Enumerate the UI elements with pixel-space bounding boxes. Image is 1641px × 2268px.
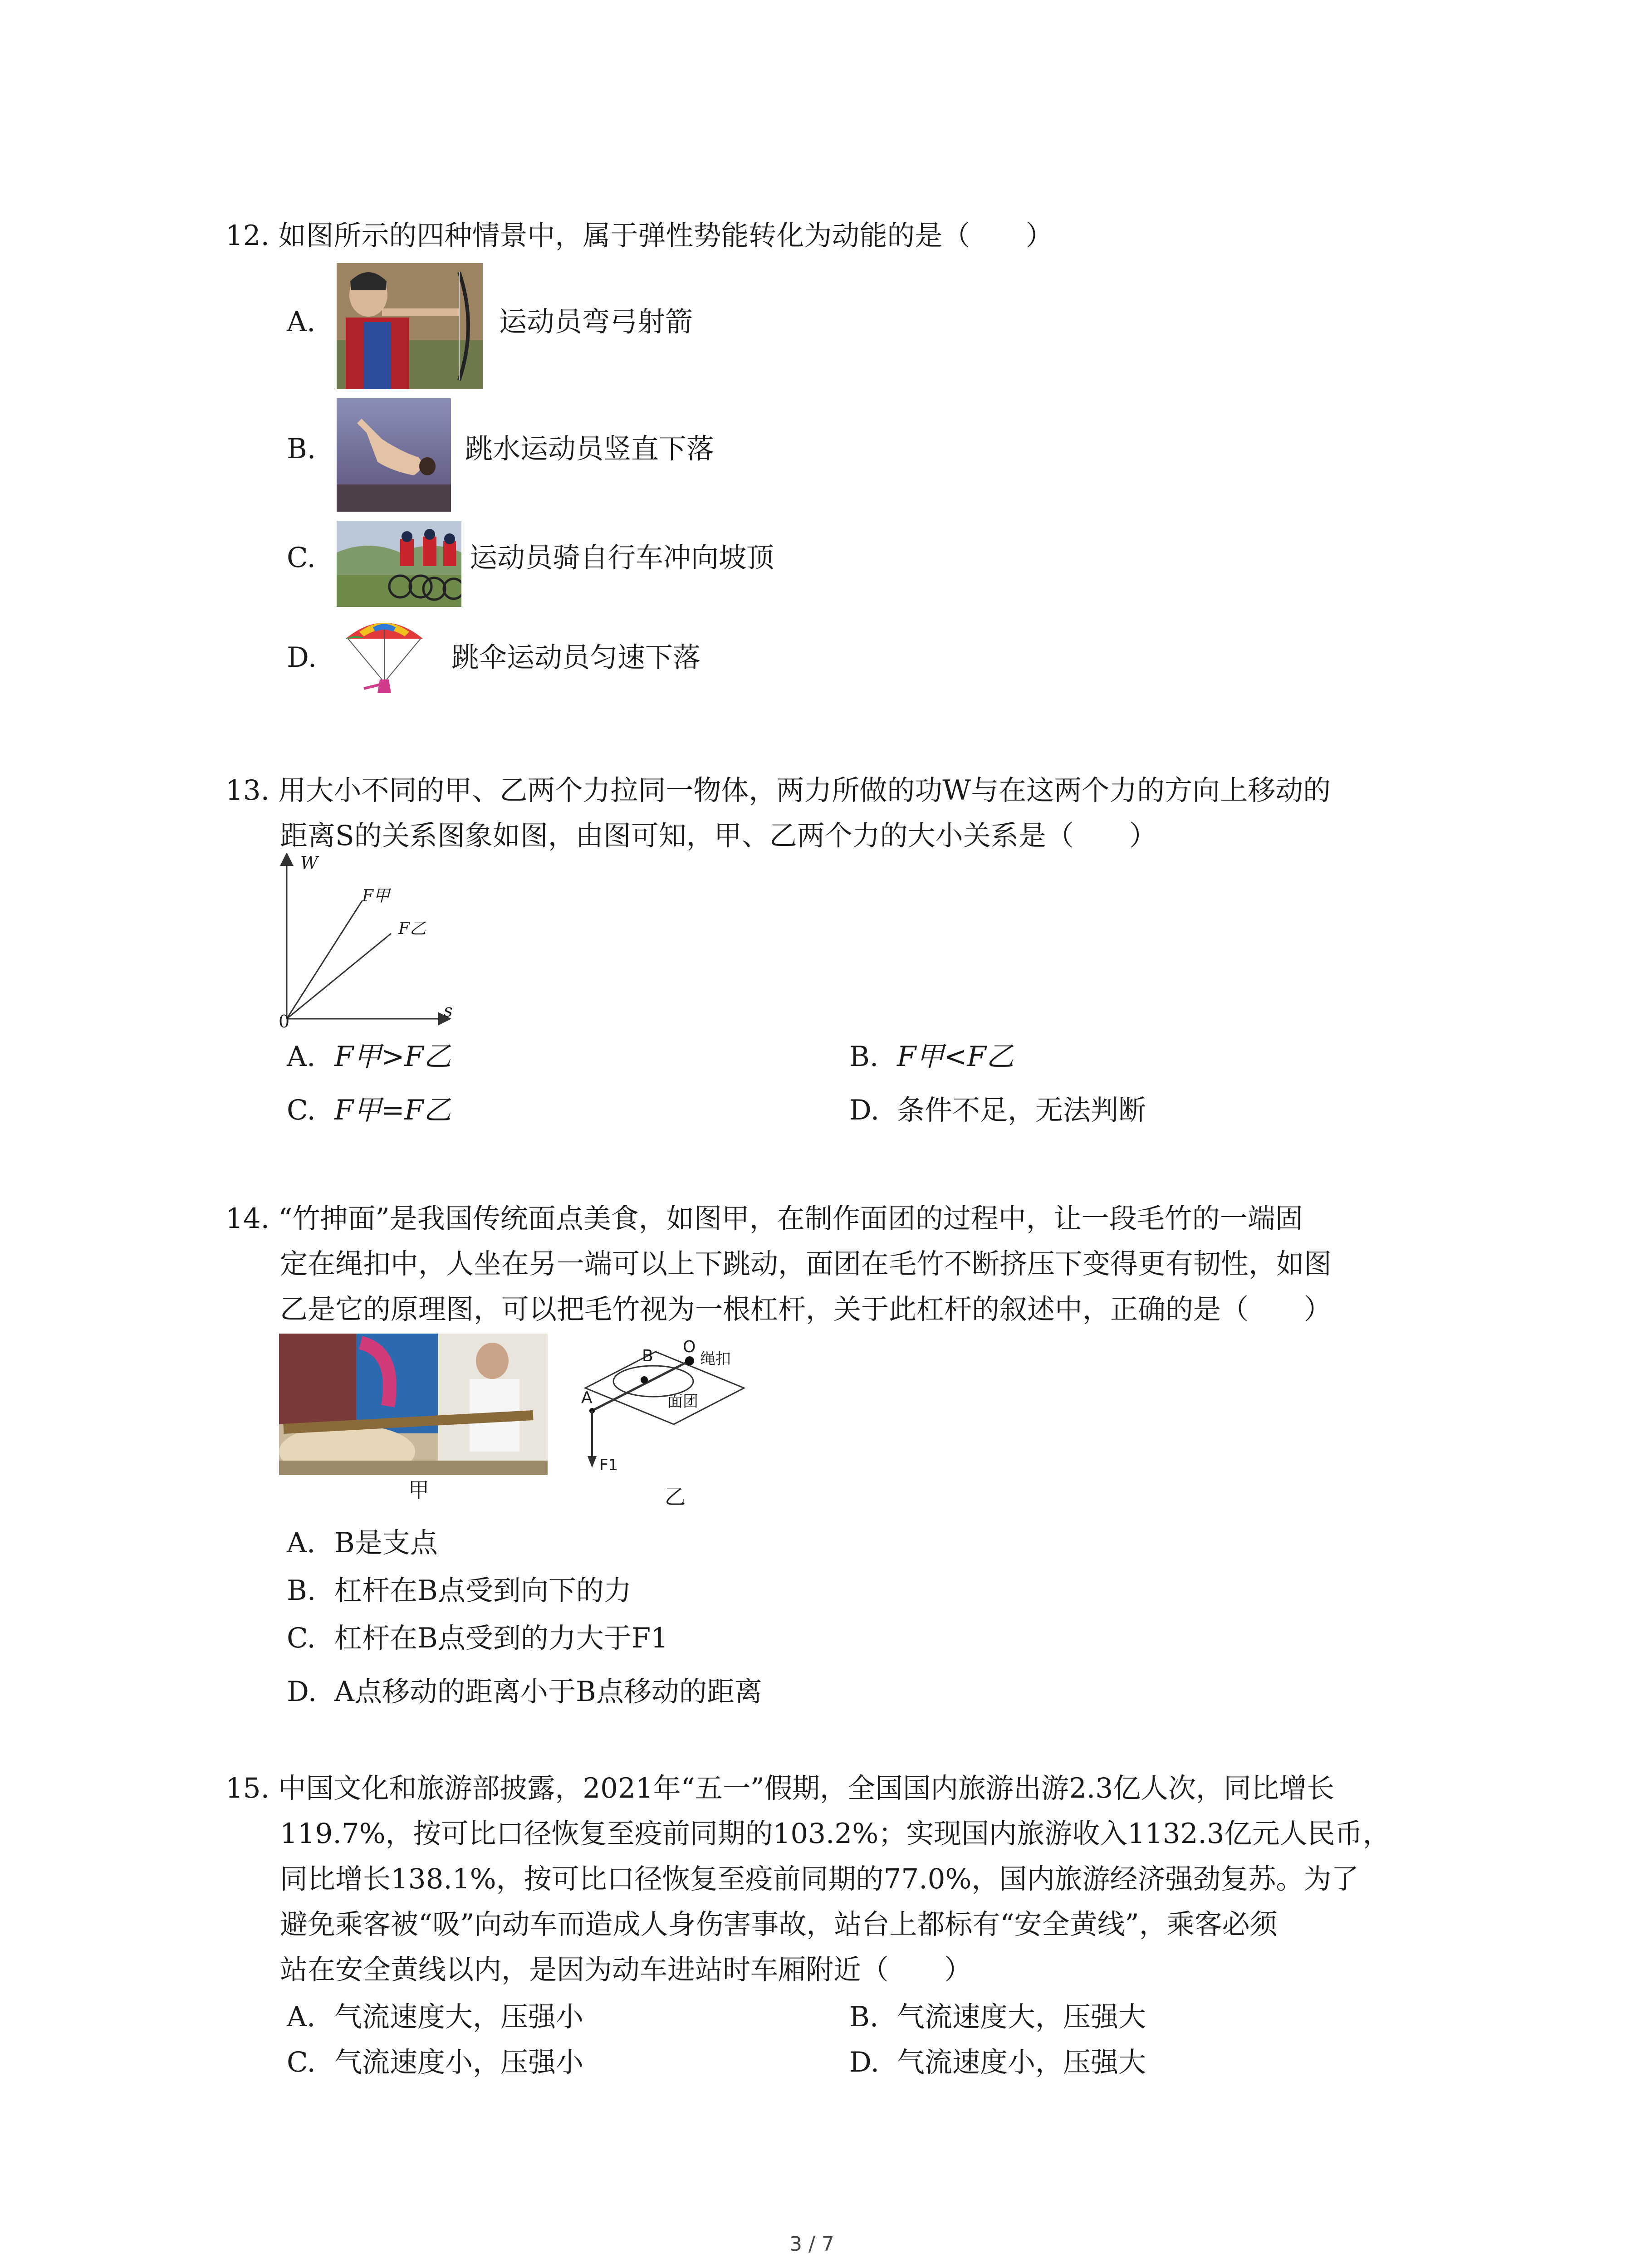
q12-option-b-text: 跳水运动员竖直下落 — [465, 433, 715, 465]
diagram-point-o: O — [683, 1338, 696, 1356]
q13-stem-line2: 距离S的关系图象如图，由图可知，甲、乙两个力的大小关系是（ ） — [280, 820, 1157, 852]
q13-option-b-text: F甲<F乙 — [897, 1041, 1014, 1073]
q13-option-d-letter: D. — [849, 1094, 880, 1126]
work-distance-graph — [272, 853, 463, 1030]
q13-option-c-text: F甲=F乙 — [334, 1094, 451, 1126]
q13-option-b-letter: B. — [849, 1041, 879, 1073]
page-number: 3 / 7 — [789, 2233, 834, 2256]
q14-option-c-letter: C. — [287, 1622, 316, 1654]
diving-photo — [337, 398, 451, 512]
q12-option-a-letter: A. — [287, 306, 316, 338]
q13-option-d-text: 条件不足，无法判断 — [897, 1094, 1146, 1126]
q12-option-d-letter: D. — [287, 641, 317, 674]
bamboo-noodle-photo — [279, 1334, 548, 1475]
q15-stem-line3: 同比增长138.1%，按可比口径恢复至疫前同期的77.0%，国内旅游经济强劲复苏。为了 — [280, 1863, 1359, 1895]
q13-stem-line1: 13. 用大小不同的甲、乙两个力拉同一物体，两力所做的功W与在这两个力的方向上移动的 — [225, 774, 1331, 807]
fig-jia-label: 甲 — [408, 1478, 429, 1502]
q14-option-a-text: B是支点 — [334, 1527, 438, 1559]
q12-option-d-text: 跳伞运动员匀速下落 — [451, 641, 701, 674]
q15-option-b-text: 气流速度大，压强大 — [897, 2001, 1146, 2033]
graph-line-f-yi — [287, 934, 391, 1019]
q15-stem-line5: 站在安全黄线以内，是因为动车进站时车厢附近（ ） — [280, 1954, 972, 1986]
q15-option-a-letter: A. — [287, 2001, 316, 2033]
q14-option-b-letter: B. — [287, 1574, 316, 1607]
q12-option-b-letter: B. — [287, 433, 316, 465]
q15-option-d-letter: D. — [849, 2046, 880, 2078]
q12-option-a-text: 运动员弯弓射箭 — [499, 306, 693, 338]
lever-principle-diagram — [578, 1334, 751, 1483]
q14-stem-line1: 14. “竹抻面”是我国传统面点美食，如图甲，在制作面团的过程中，让一段毛竹的一端固 — [225, 1202, 1303, 1235]
q12-option-c-letter: C. — [287, 542, 316, 574]
graph-line2-label: F乙 — [398, 919, 426, 938]
q15-option-c-text: 气流速度小，压强小 — [334, 2046, 584, 2078]
q15-stem-line2: 119.7%，按可比口径恢复至疫前同期的103.2%；实现国内旅游收入1132.3亿元人民币， — [280, 1818, 1391, 1850]
diagram-rope-label: 绳扣 — [700, 1350, 731, 1368]
graph-x-label: s — [444, 1001, 453, 1021]
graph-origin-label: 0 — [279, 1012, 290, 1031]
fig-yi-label: 乙 — [665, 1485, 686, 1509]
q13-option-a-text: F甲>F乙 — [334, 1041, 451, 1073]
diagram-force-label: F1 — [599, 1456, 618, 1474]
archery-photo — [337, 263, 483, 389]
q12-stem: 12. 如图所示的四种情景中，属于弹性势能转化为动能的是（ ） — [225, 220, 1053, 252]
q15-option-c-letter: C. — [287, 2046, 316, 2078]
q14-option-a-letter: A. — [287, 1527, 316, 1559]
q15-option-b-letter: B. — [849, 2001, 879, 2033]
q14-option-b-text: 杠杆在B点受到向下的力 — [334, 1574, 632, 1607]
q15-option-a-text: 气流速度大，压强小 — [334, 2001, 584, 2033]
cycling-photo — [337, 521, 461, 607]
q14-option-c-text: 杠杆在B点受到的力大于F1 — [334, 1622, 668, 1654]
diagram-dough-label: 面团 — [667, 1393, 698, 1411]
q13-option-c-letter: C. — [287, 1094, 316, 1126]
q14-stem-line3: 乙是它的原理图，可以把毛竹视为一根杠杆，关于此杠杆的叙述中，正确的是（ ） — [280, 1293, 1332, 1325]
q15-option-d-text: 气流速度小，压强大 — [897, 2046, 1146, 2078]
diagram-point-b: B — [642, 1347, 653, 1365]
parachute-photo — [337, 611, 432, 702]
q15-stem-line1: 15. 中国文化和旅游部披露，2021年“五一”假期，全国国内旅游出游2.3亿人次，同比增长 — [225, 1772, 1335, 1804]
q14-option-d-text: A点移动的距离小于B点移动的距离 — [334, 1676, 762, 1708]
q13-option-a-letter: A. — [287, 1041, 316, 1073]
q15-stem-line4: 避免乘客被“吸”向动车而造成人身伤害事故，站台上都标有“安全黄线”，乘客必须 — [280, 1908, 1278, 1941]
graph-line1-label: F甲 — [362, 887, 390, 905]
graph-y-label: W — [300, 853, 318, 873]
q14-stem-line2: 定在绳扣中，人坐在另一端可以上下跳动，面团在毛竹不断挤压下变得更有韧性，如图 — [280, 1248, 1332, 1280]
diagram-point-a: A — [581, 1388, 593, 1407]
q12-option-c-text: 运动员骑自行车冲向坡顶 — [470, 542, 774, 574]
q14-option-d-letter: D. — [287, 1676, 317, 1708]
graph-line-f-jia — [287, 901, 362, 1019]
